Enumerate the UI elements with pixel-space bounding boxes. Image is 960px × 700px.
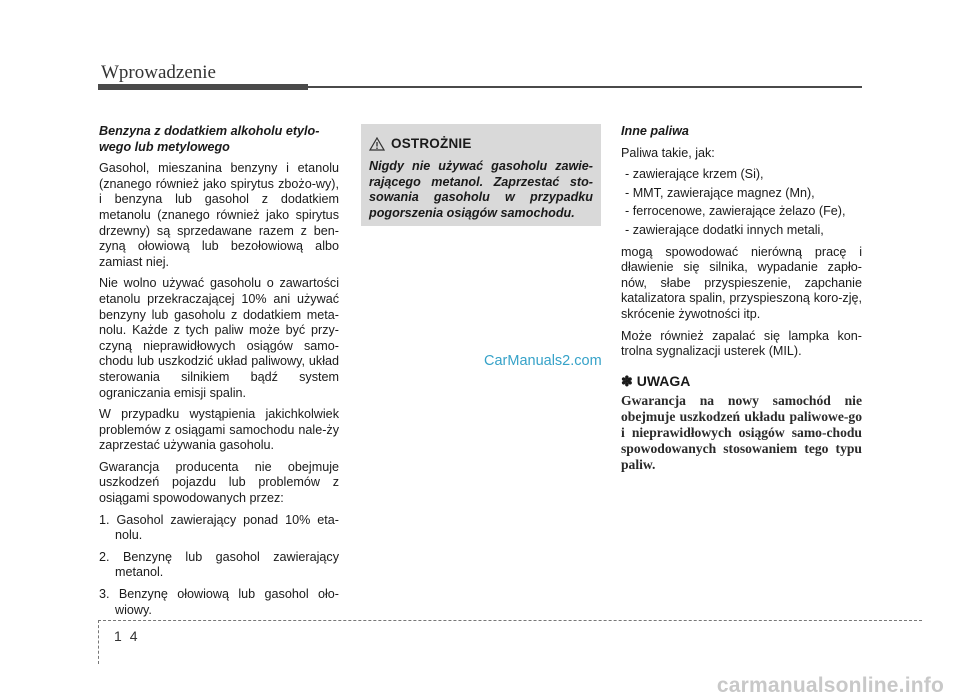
caution-text: Nigdy nie używać gasoholu zawie-rającego metanol. Zaprzestać sto-sowania gasoholu w przypadku pogorszenia osiągów samochodu. [369,159,593,220]
header-rule-thin [308,86,862,88]
paragraph: mogą spowodować nierówną pracę i dławienie się silnika, wypadanie zapło-nów, słabe przyspieszenie, zapchanie katalizatora spalin, przyspieszoną koro-zję, skrócenie żywotności itp. [621,244,862,321]
footer-rule [98,620,922,621]
asterisk-icon: ✽ [621,372,633,389]
site-watermark[interactable]: carmanualsonline.info [716,674,944,697]
paragraph: Nie wolno używać gasoholu o zawartości etanolu przekraczającej 10% ani używać benzyny lub gasoholu z dodatkiem meta-nolu. Każde z tych paliw może być przy-czyną nieprawidłowych osiągów samo-chodu lub uszkodzić układ paliwowy, układ sterowania silnikiem bądź system ograniczania emisji spalin. [99,276,339,400]
column-right [621,124,862,473]
watermark-link[interactable]: CarManuals2.com [484,353,602,369]
page-number: 14 [114,628,146,644]
column-left [99,124,339,624]
paragraph: Gwarancja producenta nie obejmuje uszkodzeń pojazdu lub problemów z osiągami spowodowanych przez: [99,459,339,506]
fuel-list [621,167,862,238]
paragraph: W przypadku wystąpienia jakichkolwiek problemów z osiągami samochodu nale-ży zaprzestać używania gasoholu. [99,407,339,453]
paragraph: Paliwa takie, jak: [621,145,715,160]
note-title: UWAGA [636,372,691,389]
caution-box [361,124,601,226]
list-item: - zawierające dodatki innych metali, [625,222,824,237]
caution-header [369,136,593,151]
paragraph: Może również zapalać się lampka kon-trolna sygnalizacji usterek (MIL). [621,328,862,359]
numbered-list [99,513,339,619]
list-item: 1. Gasohol zawierający ponad 10% eta-nolu. [99,512,339,543]
paragraph: Gasohol, mieszanina benzyny i etanolu (znanego również jako spirytus zbożo-wy), i benzyna lub gasohol z dodatkiem metanolu (znanego również jako spirytus drzewny) są sprzedawane razem z ben-zyną ołowiową lub bezołowiową albo zamiast niej. [99,161,339,269]
page-section-title: Wprowadzenie [101,62,216,83]
list-item: 2. Benzynę lub gasohol zawierający metanol. [99,549,339,580]
caution-title: OSTROŻNIE [391,136,472,151]
header-rule-thick [98,84,308,90]
list-item: - zawierające krzem (Si), [625,167,764,182]
list-item: 3. Benzynę ołowiową lub gasohol oło-wiowy. [99,587,339,617]
list-item: - ferrocenowe, zawierające żelazo (Fe), [625,204,846,219]
footer-vertical-rule [98,620,99,664]
subheading-other-fuels: Inne paliwa [621,124,689,138]
note-text: Gwarancja na nowy samochód nie obejmuje uszkodzeń układu paliwowe-go i nieprawidłowych osiągów samo-chodu spowodowanych stosowaniem tego typu paliw. [621,393,862,473]
note-header [621,374,862,390]
list-item: - MMT, zawierające magnez (Mn), [625,185,815,200]
subheading-alcohol-fuel: Benzyna z dodatkiem alkoholu etylo-wego lub metylowego [99,124,320,154]
warning-triangle-icon [369,137,385,151]
